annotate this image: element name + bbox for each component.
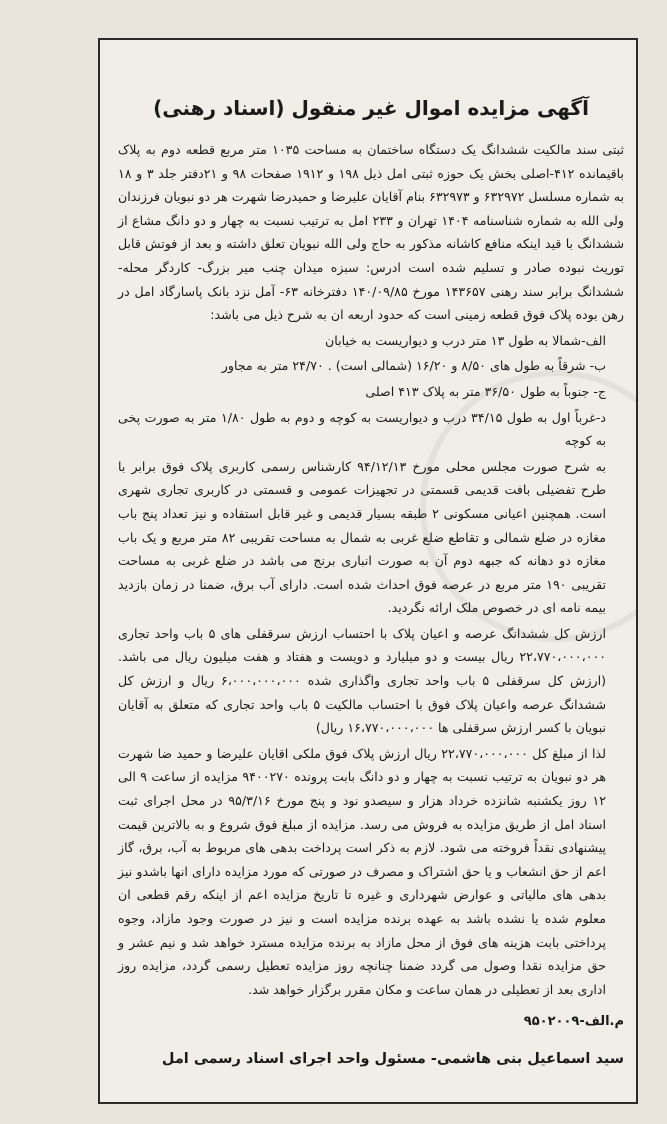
notice-box [98, 38, 638, 1104]
expert-report: به شرح صورت مجلس محلی مورخ ۹۴/۱۲/۱۳ کارشناس رسمی کاربری پلاک فوق برابر با طرح تفضیلی بافت قدیمی قسمتی در تجهیزات عمومی و قسمتی در کاربری تجاری شهری است. همچنین اعیانی مسکونی ۲ طبقه بسیار قدیمی و غیر قابل استفاده و نیز تعداد پنج باب مغازه در ضلع شمالی و تقاطع ضلع غربی به شمال به مساحت تقریبی ۸۲ متر مربع و یک باب مغازه دو دهانه که جبهه دوم آن به صورت انباری برنج می باشد در ضلع غربی به مساحت تقریبی ۱۹۰ متر مربع در عرصه فوق احداث شده است. دارای آب برق، ضمنا در زمان بازدید بیمه نامه ای در خصوص ملک ارائه نگردید. [118, 458, 606, 616]
notice-content [100, 40, 636, 1071]
notice-title: آگهی مزایده اموال غیر منقول (اسناد رهنی) [153, 96, 589, 120]
boundary-east: ب- شرقاً به طول های ۸/۵۰ و ۱۶/۲۰ (شمالی است) . ۲۴/۷۰ متر به مجاور [221, 358, 606, 374]
signatory: سید اسماعیل بنی هاشمی- مسئول واحد اجرای اسناد رسمی امل [161, 1051, 624, 1068]
property-valuation: ارزش کل ششدانگ عرصه و اعیان پلاک با احتساب ارزش سرقفلی های ۵ باب واحد تجاری ۲۲،۷۷۰،۰۰۰،۰۰۰ ریال بیست و دو میلیارد و دویست و هفتاد و هفت میلیون ریال می باشد.(ارزش کل سرقفلی ۵ باب واحد تجاری واگذاری شده ۶،۰۰۰،۰۰۰،۰۰۰ ریال و ارزش کل ششدانگ عرصه واعیان پلاک فوق با احتساب مالکیت ۵ باب واحد تجاری که متعلق به آقایان نبویان با کسر ارزش سرقفلی ها ۱۶،۷۷۰،۰۰۰،۰۰۰ ریال) [118, 625, 607, 736]
boundary-south: ج- جنوباً به طول ۳۶/۵۰ متر به پلاک ۴۱۳ اصلی [365, 383, 606, 399]
boundary-west: د-غرباً اول به طول ۳۴/۱۵ درب و دیواریست به کوچه و دوم به طول ۱/۸۰ متر به صورت پخی به کوچه [118, 409, 606, 449]
property-description: ثبتی سند مالکیت ششدانگ یک دستگاه ساختمان به مساحت ۱۰۳۵ متر مربع قطعه دوم به پلاک باقیمانده ۴۱۲-اصلی بخش یک حوزه ثبتی امل ذیل ۱۹۸ و ۱۹۱۲ صفحات ۹۸ و ۲۱دفتر جلد ۳ و ۱۸ به شماره مسلسل ۶۳۲۹۷۲ و ۶۳۲۹۷۳ بنام آقایان علیرضا و حمیدرضا شهرت هر دو نبویان فرزندان ولی الله به شماره شناسنامه ۱۴۰۴ تهران و ۲۳۳ امل به ترتیب نسبت به چهار و دو دانگ مشاع از ششدانگ با قید اینکه منافع کاشانه مذکور به حاج ولی الله نبویان تعلق داشته و بعد از فوتش قابل توریث نبوده صادر و تسلیم شده است ادرس: سبزه میدان چنب میر بزرگ- کاردگر محله- ششدانگ برابر سند رهنی ۱۴۳۶۵۷ مورخ ۱۴۰/۰۹/۸۵ دفترخانه ۶۳- آمل نزد بانک پاسارگاد امل در رهن بوده پلاک فوق قطعه زمینی است که حدود اربعه ان به شرح ذیل می باشد: [118, 142, 625, 323]
auction-terms: لذا از مبلغ کل ۲۲،۷۷۰،۰۰۰،۰۰۰ ریال ارزش پلاک فوق ملکی اقایان علیرضا و حمید ضا شهرت هر دو نبویان به ترتیب نسبت به چهار و دو دانگ بابت پرونده ۹۴۰۰۲۷۰ مزایده از ساعت ۹ الی ۱۲ روز یکشنبه شانزده خرداد هزار و سیصدو نود و پنج مورخ ۹۵/۳/۱۶ در محل اجرای ثبت اسناد امل از طریق مزایده به فروش می رسد. مزایده از مبلغ فوق شروع و به بالاترین قیمت پیشنهادی نقداً فروخته می شود. لازم به ذکر است پرداخت بدهی های مربوط به آب، برق، گاز اعم از حق انشعاب و یا حق اشتراک و مصرف در صورتی که مورد مزایده دارای انها باشدو نیز بدهی های مالیاتی و عوارض شهرداری و غیره تا تاریخ مزایده اعم از اینکه رقم قطعی ان معلوم شده یا نشده باشد به عهده برنده مزایده است و نیز در صورت وجود مازاد، وجوه پرداختی بابت هزینه های فوق از محل مازاد به برنده مزایده مسترد خواهد شد و نیم عشر و حق مزایده نقدا وصول می گردد ضمنا چنانچه روز مزایده تعطیل رسمی گردد، مزایده روز اداری بعد از تعطیلی در همان ساعت و مکان مقرر برگزار خواهد شد. [118, 745, 606, 997]
reference-number: م.الف-۹۵۰۲۰۰۹ [523, 1014, 624, 1030]
boundary-north: الف-شمالا به طول ۱۳ متر درب و دیواریست به خیابان [325, 332, 606, 348]
